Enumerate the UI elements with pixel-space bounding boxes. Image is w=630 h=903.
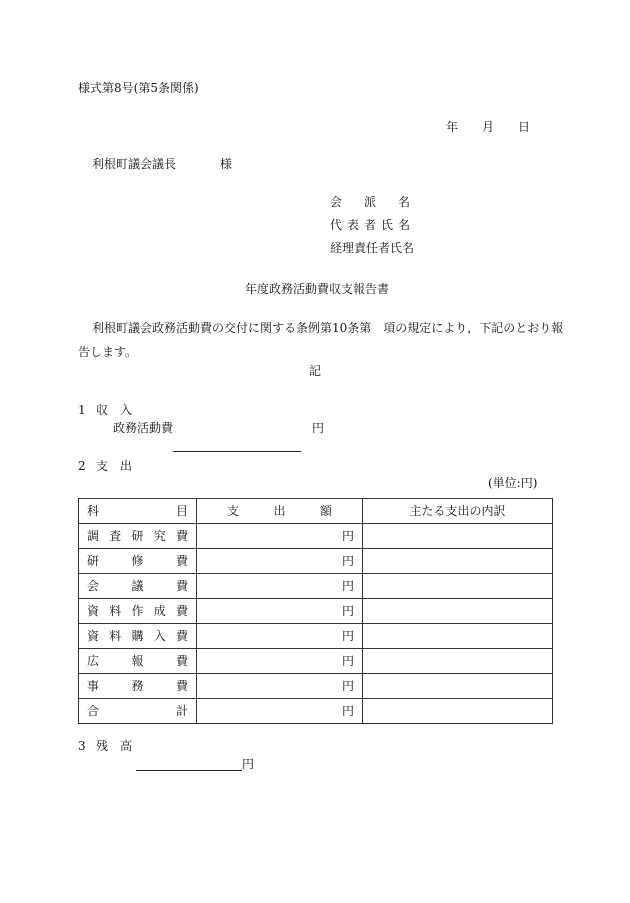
- expense-item-label: 資 料 購 入 費: [79, 624, 197, 649]
- addressee-name: 利根町議会議長: [92, 157, 177, 171]
- balance-heading-number: 3: [78, 739, 86, 753]
- expense-row: [79, 624, 553, 649]
- expense-breakdown-cell[interactable]: [363, 549, 553, 574]
- expense-heading-number: 2: [78, 459, 86, 473]
- expense-amount-cell[interactable]: [197, 599, 363, 624]
- expense-row: [79, 524, 553, 549]
- date-year-label: 年: [446, 120, 459, 134]
- expense-table-header-row: [79, 499, 553, 524]
- expense-item-label: 合 計: [79, 699, 197, 724]
- expense-item-label: 広 報 費: [79, 649, 197, 674]
- expense-unit-note: (単位:円): [488, 476, 538, 490]
- income-item-label: 政務活動費: [113, 421, 174, 435]
- expense-item-label: 事 務 費: [79, 674, 197, 699]
- yen-unit: 円: [341, 604, 354, 618]
- yen-unit: 円: [341, 629, 354, 643]
- body-text-line-2: 告します。: [78, 345, 138, 359]
- yen-unit: 円: [341, 704, 354, 718]
- expense-breakdown-cell[interactable]: [363, 624, 553, 649]
- income-item-unit: 円: [312, 421, 325, 435]
- column-header-item: 科 目: [79, 499, 197, 524]
- expense-item-label: 研 修 費: [79, 549, 197, 574]
- expense-breakdown-cell[interactable]: [363, 674, 553, 699]
- expense-row: [79, 574, 553, 599]
- note-mark: 記: [309, 364, 322, 378]
- date-month-label: 月: [482, 120, 495, 134]
- expense-breakdown-cell[interactable]: [363, 524, 553, 549]
- yen-unit: 円: [341, 654, 354, 668]
- expense-table: [78, 498, 553, 724]
- column-header-breakdown: 主たる支出の内訳: [363, 499, 553, 524]
- form-number: 様式第8号(第5条関係): [78, 81, 199, 95]
- expense-row: [79, 699, 553, 724]
- expense-heading: 支 出: [96, 459, 132, 473]
- yen-unit: 円: [341, 579, 354, 593]
- expense-breakdown-cell[interactable]: [363, 699, 553, 724]
- expense-item-label: 調 査 研 究 費: [79, 524, 197, 549]
- balance-underline: [136, 770, 242, 771]
- expense-amount-cell[interactable]: [197, 674, 363, 699]
- income-heading-number: 1: [78, 403, 86, 417]
- expense-amount-cell[interactable]: [197, 524, 363, 549]
- expense-amount-cell[interactable]: [197, 649, 363, 674]
- yen-unit: 円: [341, 529, 354, 543]
- expense-amount-cell[interactable]: [197, 549, 363, 574]
- body-text-line-1: 利根町議会政務活動費の交付に関する条例第10条第 項の規定により，下記のとおり報: [92, 321, 564, 335]
- expense-amount-cell[interactable]: [197, 624, 363, 649]
- expense-amount-cell[interactable]: [197, 699, 363, 724]
- submitter-representative-label: 代 表 者 氏 名: [330, 218, 410, 232]
- column-header-amount: 支 出 額: [197, 499, 363, 524]
- expense-breakdown-cell[interactable]: [363, 599, 553, 624]
- expense-item-label: 資 料 作 成 費: [79, 599, 197, 624]
- expense-item-label: 会 議 費: [79, 574, 197, 599]
- submitter-accountant-label: 経理責任者氏名: [330, 241, 415, 255]
- expense-amount-cell[interactable]: [197, 574, 363, 599]
- submitter-faction-label: 会 派 名: [330, 195, 410, 209]
- balance-unit: 円: [242, 757, 255, 771]
- income-heading: 収 入: [96, 403, 132, 417]
- expense-row: [79, 674, 553, 699]
- expense-row: [79, 549, 553, 574]
- date-day-label: 日: [518, 120, 531, 134]
- addressee-honorific: 様: [220, 157, 233, 171]
- income-total-underline: [173, 451, 301, 452]
- expense-row: [79, 599, 553, 624]
- expense-breakdown-cell[interactable]: [363, 574, 553, 599]
- expense-row: [79, 649, 553, 674]
- yen-unit: 円: [341, 679, 354, 693]
- document-title: 年度政務活動費収支報告書: [245, 282, 390, 296]
- yen-unit: 円: [341, 554, 354, 568]
- expense-breakdown-cell[interactable]: [363, 649, 553, 674]
- balance-heading: 残 高: [96, 739, 132, 753]
